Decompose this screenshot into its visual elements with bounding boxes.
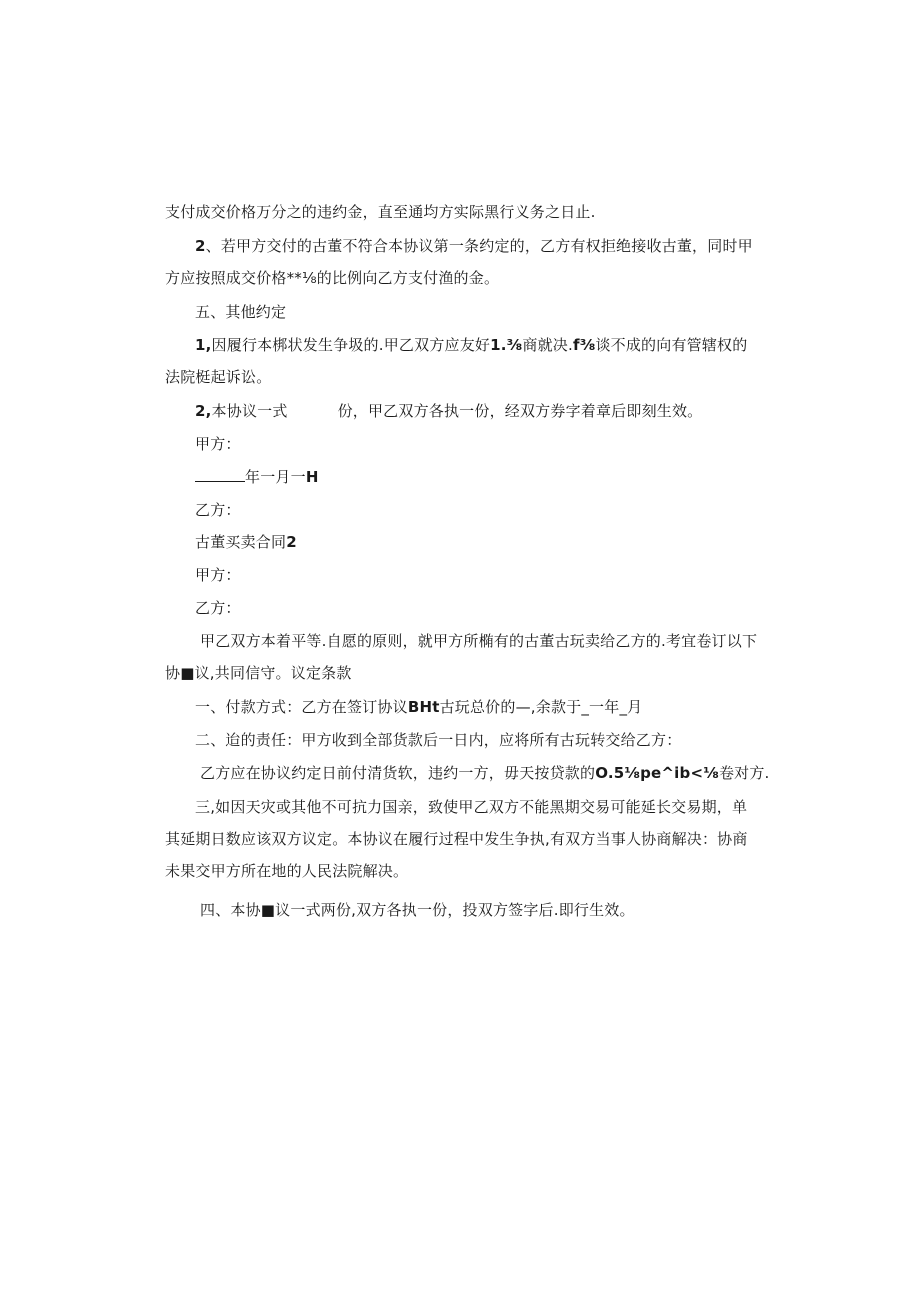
party-a-label-2: 甲方： xyxy=(195,566,241,584)
responsibility-terms: 二、迨的责任：甲方收到全部货款后一日内，应将所有古玩转交给乙方： xyxy=(195,731,682,749)
penalty-terms: 乙方应在协议约定日前付清货软，违约一方，毋天按贷款的O.5⅛pe^ib<⅛卷对方. xyxy=(200,764,770,782)
copies-clause: 四、本协■议一式两份,双方各执一份，投双方签字后.即行生效。 xyxy=(200,901,635,919)
party-b-label-2: 乙方： xyxy=(195,599,241,617)
force-majeure-line-1: 三,如因天灾或其他不可抗力国亲，致使甲乙双方不能黑期交易可能延长交易期，单 xyxy=(195,798,748,816)
date-blank xyxy=(195,467,245,482)
party-a-label: 甲方： xyxy=(195,435,241,453)
force-majeure-line-2: 其延期日数应该双方议定。本协议在履行过程中发生争执,有双方当事人协商解决：协商 xyxy=(165,830,748,848)
preamble-line-2: 协■议,共同信守。议定条款 xyxy=(165,664,352,682)
party-b-label: 乙方： xyxy=(195,501,241,519)
paragraph-line: 支付成交价格万分之的违约金，直至通均方实际黑行义务之日止. xyxy=(165,203,596,221)
clause-2-copies: 2,本协议一式 份，甲乙双方各执一份，经双方券字着章后即刻生效。 xyxy=(195,402,703,420)
clause-2-line-2: 方应按照成交价格**⅛的比例向乙方支付渔的金。 xyxy=(165,269,500,287)
clause-1-line-2: 法院梃起诉讼。 xyxy=(165,368,272,386)
contract-title: 古董买卖合同2 xyxy=(195,533,297,551)
preamble-line-1: 甲乙双方本着平等.自愿的原则，就甲方所椭有的古董古玩卖给乙方的.考宜卷订以下 xyxy=(200,632,758,650)
date-line: 年一月一H xyxy=(195,467,319,487)
clause-2-line-1: 2、若甲方交付的古董不符合本协议第一条约定的，乙方有权拒绝接收古董，同时甲 xyxy=(195,237,753,255)
force-majeure-line-3: 未果交甲方所在地的人民法院解决。 xyxy=(165,862,409,880)
section-heading-other: 五、其他约定 xyxy=(195,303,287,321)
clause-1-line-1: 1,因履行本梆状发生争圾的.甲乙双方应友好1.⅜商就决.f⅜谈不成的向有管辖权的 xyxy=(195,336,748,354)
payment-terms: 一、付款方式：乙方在签订协议BHt古玩总价的—,余款于_一年_月 xyxy=(195,698,643,716)
